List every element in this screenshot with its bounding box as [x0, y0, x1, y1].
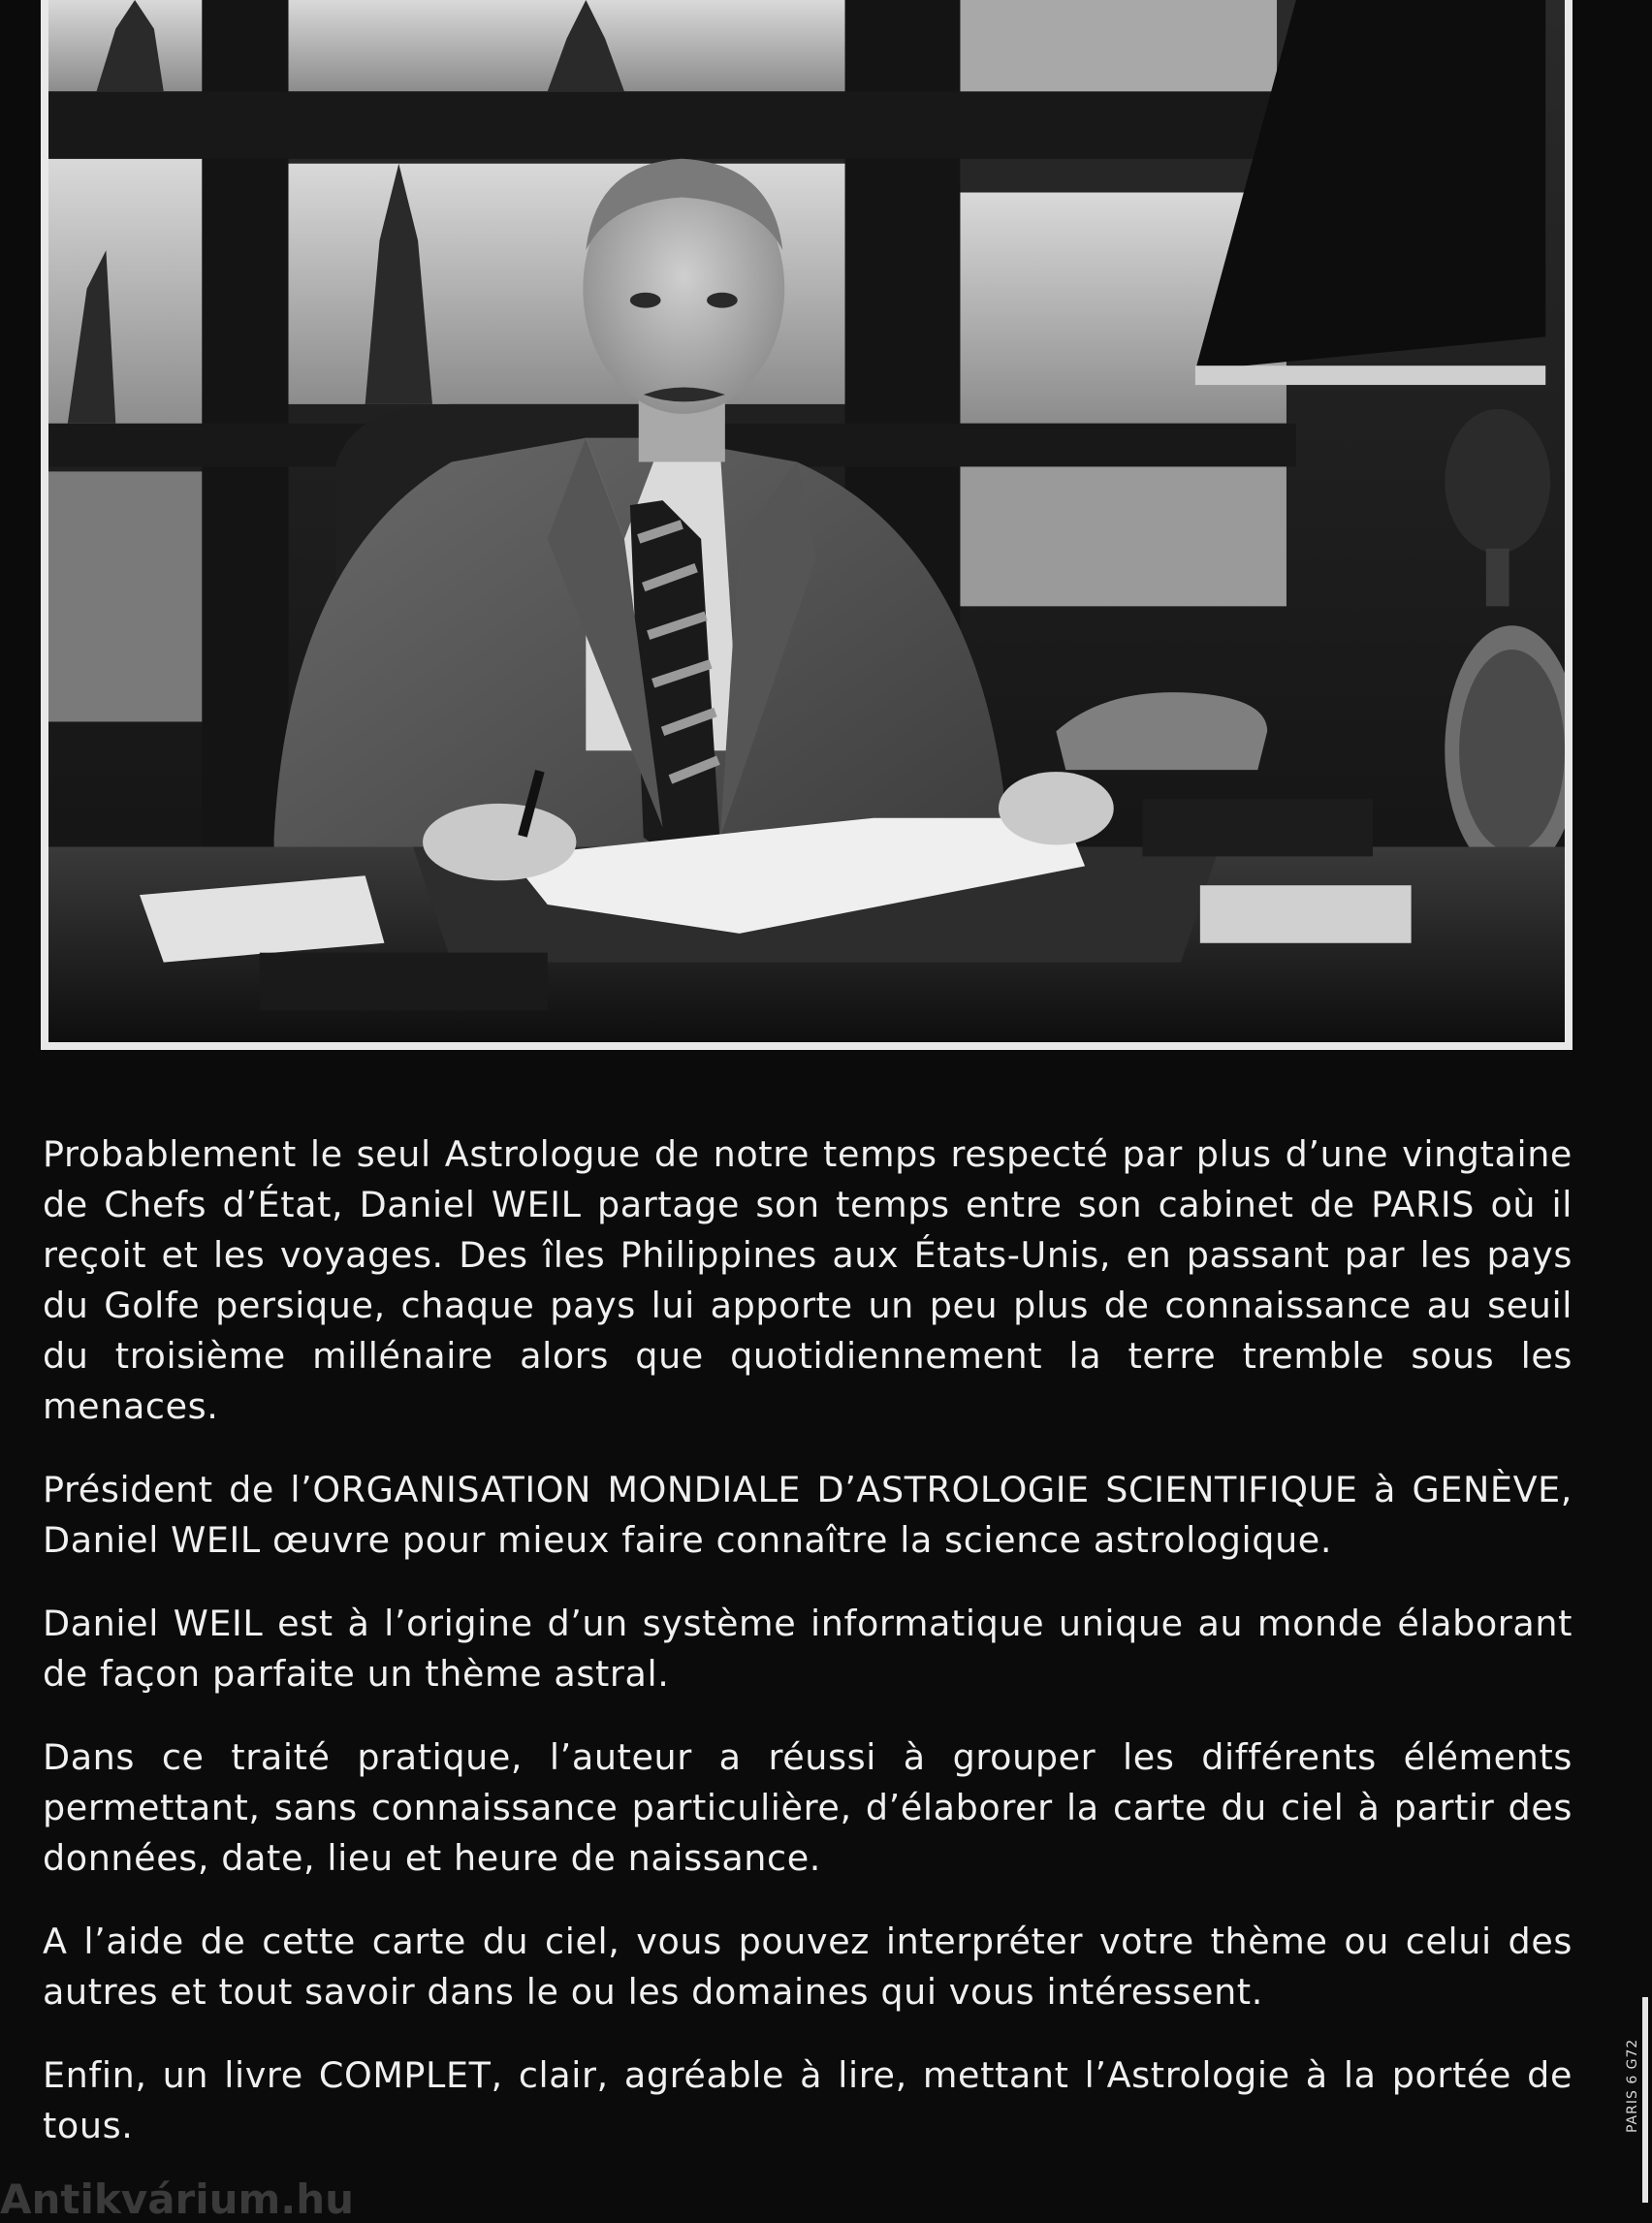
paragraph-system: Daniel WEIL est à l’origine d’un système informatique unique au monde élaborant de façon parfaite un thème astral.: [43, 1603, 1573, 1695]
paragraph-treatise: Dans ce traité pratique, l’auteur a réussi à grouper les différents éléments permettant, sans connaissance particulière, d’élaborer la carte du ciel à partir des données, date, lieu et heure de naissance.: [43, 1736, 1573, 1879]
watermark: Antikvárium.hu: [0, 2175, 355, 2223]
author-portrait-photo: [41, 0, 1573, 1050]
portrait-illustration: [48, 0, 1565, 1042]
paragraph-sky-chart: A l’aide de cette carte du ciel, vous pouvez interpréter votre thème ou celui des autres et tout savoir dans le ou les domaines qui vous intéressent.: [43, 1921, 1573, 2013]
description-text: [43, 1129, 1573, 2151]
printer-credit: PARIS 6 G72: [1625, 2038, 1640, 2133]
edge-strip: [1642, 1997, 1648, 2203]
paragraph-president: Président de l’ORGANISATION MONDIALE D’ASTROLOGIE SCIENTIFIQUE à GENÈVE, Daniel WEIL œuvre pour mieux faire connaître la science astrologique.: [43, 1469, 1573, 1561]
paragraph-intro: Probablement le seul Astrologue de notre temps respecté par plus d’une vingtaine de Chefs d’État, Daniel WEIL partage son temps entre son cabinet de PARIS où il reçoit et les voyages. Des îles Philippines aux États-Unis, en passant par les pays du Golfe persique, chaque pays lui apporte un peu plus de connaissance au seuil du troisième millénaire alors que quotidiennement la terre tremble sous les menaces.: [43, 1133, 1573, 1427]
paragraph-conclusion: Enfin, un livre COMPLET, clair, agréable à lire, mettant l’Astrologie à la portée de tous.: [43, 2054, 1573, 2146]
